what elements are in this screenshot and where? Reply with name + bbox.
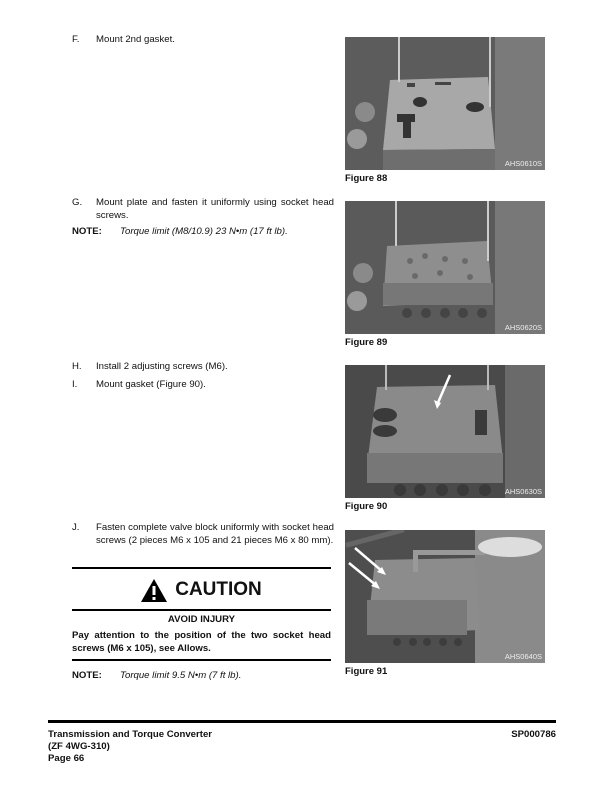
figure-89-photo <box>345 201 545 334</box>
figure-91-photo <box>345 530 545 663</box>
step-f <box>72 34 334 47</box>
caution-title: CAUTION <box>175 579 262 600</box>
step-text: Install 2 adjusting screws (M6). <box>96 361 228 372</box>
footer-page-number: Page 66 <box>48 753 85 765</box>
photo-code: AHS0630S <box>504 487 542 496</box>
figure-88-caption: Figure 88 <box>345 173 388 184</box>
step-g <box>72 197 334 222</box>
caution-body: Pay attention to the position of the two socket head screws (M6 x 105), see Allows. <box>72 630 331 654</box>
step-letter: H. <box>72 361 82 372</box>
note-text: Torque limit 9.5 N•m (7 ft lb). <box>120 670 242 681</box>
photo-valve-block-wrench-icon <box>345 530 545 663</box>
step-letter: J. <box>72 522 80 533</box>
note-label: NOTE: <box>72 226 102 237</box>
figure-90-caption: Figure 90 <box>345 501 388 512</box>
caution-subtitle: AVOID INJURY <box>167 614 236 625</box>
step-text: Mount plate and fasten it uniformly using socket head screws. <box>96 197 334 221</box>
step-letter: G. <box>72 197 83 208</box>
caution-mid-rule <box>72 609 331 611</box>
figure-89-caption: Figure 89 <box>345 337 388 348</box>
photo-plate-icon <box>345 201 545 334</box>
note-torque-m8 <box>72 226 334 239</box>
step-i <box>72 379 334 392</box>
figure-91-caption: Figure 91 <box>345 666 388 677</box>
photo-gasket-icon <box>345 37 545 170</box>
note-label: NOTE: <box>72 670 102 681</box>
caution-top-rule <box>72 567 331 569</box>
step-text: Mount 2nd gasket. <box>96 34 175 45</box>
figure-88-photo <box>345 37 545 170</box>
footer-doc-id: SP000786 <box>511 729 556 740</box>
caution-bottom-rule <box>72 659 331 661</box>
note-text: Torque limit (M8/10.9) 23 N•m (17 ft lb). <box>120 226 288 237</box>
warning-triangle-icon <box>141 579 167 602</box>
note-torque-9-5 <box>72 670 334 683</box>
figure-90-photo <box>345 365 545 498</box>
caution-header <box>72 577 331 603</box>
step-text: Mount gasket (Figure 90). <box>96 379 206 390</box>
photo-code: AHS0640S <box>504 652 542 661</box>
step-h <box>72 361 334 374</box>
step-letter: F. <box>72 34 80 45</box>
photo-code: AHS0620S <box>504 323 542 332</box>
footer-title-block <box>48 729 212 766</box>
step-letter: I. <box>72 379 78 390</box>
step-j <box>72 522 334 547</box>
step-text: Fasten complete valve block uniformly with socket head screws (2 pieces M6 x 105 and 21 pieces M6 x 80 mm). <box>96 522 334 546</box>
footer-title-line1: Transmission and Torque Converter <box>48 729 213 740</box>
photo-valve-plate-arrow-icon <box>345 365 545 498</box>
footer-rule <box>48 720 556 723</box>
footer-title-line2: (ZF 4WG-310) <box>48 741 110 753</box>
photo-code: AHS0610S <box>504 159 542 168</box>
